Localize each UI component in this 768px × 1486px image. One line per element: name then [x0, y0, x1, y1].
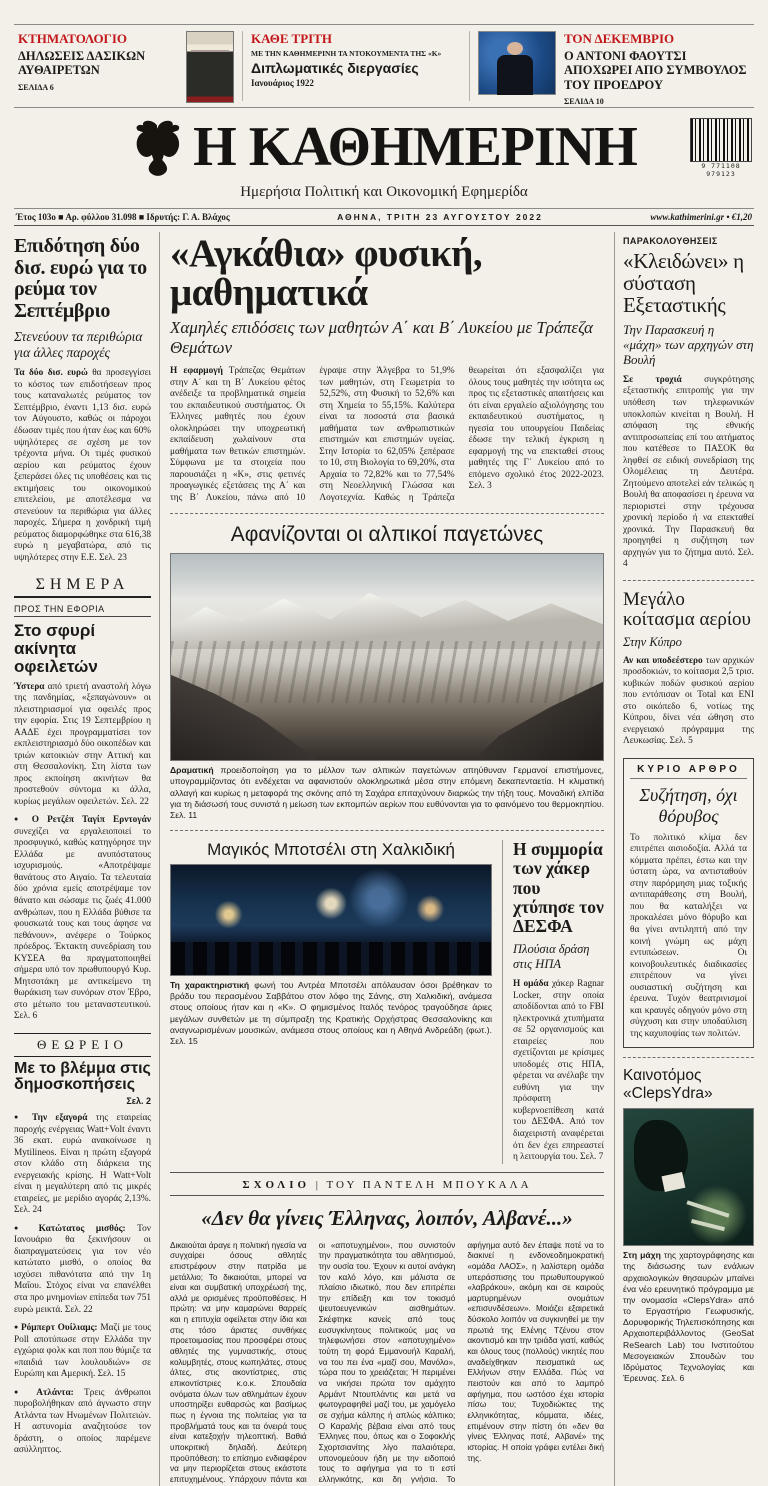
promo-ktimatologio	[18, 31, 178, 101]
simera-kicker: ΠΡΟΣ ΤΗΝ ΕΦΟΡΙΑ	[14, 604, 151, 617]
top-promo-strip	[14, 24, 754, 108]
promo-fauci	[564, 31, 750, 107]
bocelli-caption: Τη χαρακτηριστική φωνή του Αντρέα Μποτσέλι απόλαυσαν όσοι βρέθηκαν το βράδυ του περασμένου Σαββάτου στον λόφο της Σάνης, στη Χαλκιδική, ανάμεσα στους οποίους ήταν και η «Κ». Ο φημισμένος Ιταλός τενόρος τραγούδησε άριες μεγάλων συνθετών με τη σύμπραξη της Κρατικής Ορχήστρας Θεσσαλονίκης και αναγνωρισμένων μουσικών, ανάμεσα στους οποίους και η Αθηνά Ανδρεάδη (φωτ.). Σελ. 15	[170, 980, 492, 1046]
book-cover-thumbnail	[186, 31, 234, 103]
theoreio-page-ref: Σελ. 2	[126, 1096, 151, 1107]
scholio-label: ΣΧΟΛΙΟ	[242, 1178, 311, 1191]
masthead-tagline: Ημερήσια Πολιτική και Οικονομική Εφημερίδα	[240, 184, 528, 200]
promo-kicker: ΤΟΝ ΔΕΚΕΜΒΡΙΟ	[564, 31, 675, 46]
glacier-ridge	[171, 579, 603, 649]
promo-title: Διπλωματικές διεργασίες	[251, 60, 419, 76]
dashed-divider	[623, 580, 754, 581]
promo-title: Ο ΑΝΤΟΝΙ ΦΑΟΥΤΣΙ ΑΠΟΧΩΡΕΙ ΑΠΟ ΣΥΜΒΟΥΛΟΣ ΤΟΥ ΠΡΟΕΔΡΟΥ	[564, 49, 747, 92]
editorial-body: Το πολιτικό κλίμα δεν επιτρέπει αισιοδοξία. Αλλά τα κόμματα πρέπει, έστω και την ύστατη ώρα, να αντισταθούν στην παρόρμηση μιας τοξικής αντιπαράθεσης στη Βουλή, που θα καταλήξει να προκαλέσει μόνο θόρυβο και θα γίνει αντιληπτή από την κοινή γνώμη ως μάχη εντυπώσεων. Οι κοινοβουλευτικές διαδικασίες επιτρέπουν να γίνει ουσιαστική συζήτηση και έρευνα. Τυχόν θεατρινισμοί και κραυγές οδηγούν μόνο στη σύγχυση και στην υποδαύλιση της καχυποψίας των πολιτών.	[630, 832, 747, 1039]
promo-subkicker: ΜΕ ΤΗΝ ΚΑΘΗΜΕΡΙΝΗ ΤΑ ΝΤΟΚΟΥΜΕΝΤΑ ΤΗΣ «Κ»	[251, 49, 442, 58]
promo-date: Ιανουάριος 1922	[251, 78, 314, 88]
right-column	[614, 232, 754, 1486]
lead-subhead: Χαμηλές επιδόσεις των μαθητών Α΄ και Β΄ Λυκείου με Τράπεζα Θεμάτων	[170, 318, 593, 357]
auction-headline: Στο σφυρί ακίνητα οφειλετών	[14, 621, 98, 676]
section-simera: ΣΗΜΕΡΑ	[14, 576, 151, 598]
eagle-logo-icon	[131, 116, 183, 178]
brief-minimum-wage: ● Κατώτατος μισθός: Τον Ιανουάριο θα ξεκινήσουν οι διαπραγματεύσεις για τον νέο κατώτατο μισθό, ο οποίος θα ισχύσει πιθανότατα από την 1η Μαΐου. Στόχος είναι να επανέλθει στα προ μνημονίων επίπεδα των 751 ευρώ μεικτά. Σελ. 22	[14, 1224, 151, 1316]
fauci-photo	[478, 31, 556, 95]
section-theoreio: ΘΕΩΡΕΙΟ	[14, 1033, 151, 1057]
brief-wattvolt: ● Την εξαγορά της εταιρείας παροχής ενέργειας Watt+Volt έναντι 36 εκατ. ευρώ ανακοίνωσε η Mytilineos. Είναι η πρώτη εξαγορά στον κλάδο στη διάρκεια της ενεργειακής κρίσης. Η Watt+Volt είναι η μεγαλύτερη από τις μικρές εταιρείες, με μερίδιο αγοράς 2,13%. Σελ. 24	[14, 1113, 151, 1217]
editorial-label: ΚΥΡΙΟ ΑΡΘΡΟ	[630, 764, 747, 779]
subsidy-subhead: Στενεύουν τα περιθώρια για άλλες παροχές	[14, 329, 143, 360]
promo-title: ΔΗΛΩΣΕΙΣ ΔΑΣΙΚΩΝ ΑΥΘΑΙΡΕΤΩΝ	[18, 49, 146, 78]
editorial-box	[623, 758, 754, 1048]
auction-body: Ύστερα από τριετή αναστολή λόγω της πανδημίας, «ξεπαγώνουν» οι πλειστηριασμοί για οφειλές προς την εφορία. Στις 19 Σεπτεμβρίου η ΑΑΔΕ έχει προγραμματίσει τον εκπλειστηριασμό δύο οικοπέδων και τριών κατοικιών στην Αττική και στη Θεσσαλονίκη. Στη λίστα των προς εκποίηση ακινήτων θα προστεθούν σύντομα κι άλλα, κυρίως μεγάλων οφειλετών. Σελ. 22	[14, 681, 151, 807]
site-and-price: www.kathimerini.gr • €1,20	[650, 212, 752, 222]
gas-body: Αν και υποδεέστερο των αρχικών προσδοκιών, το κοίτασμα 2,5 τρισ. κυβικών ποδών φυσικού αερίου που εντόπισαν οι Total και ENI στο οικόπεδο 6, νοτίως της Κύπρου, δίνει νέα ώθηση στο ενεργειακό πρόγραμμα της Λευκωσίας. Σελ. 5	[623, 655, 754, 747]
dashed-divider	[170, 830, 604, 831]
glacier-photo	[170, 553, 604, 761]
scholio-byline: | ΤΟΥ ΠΑΝΤΕΛΗ ΜΠΟΥΚΑΛΑ	[315, 1178, 532, 1191]
hackers-subhead: Πλούσια δράση στις ΗΠΑ	[513, 942, 590, 972]
glacier-crevasses	[171, 641, 603, 703]
center-column	[160, 232, 614, 1486]
left-column	[14, 232, 160, 1486]
gas-headline: Μεγάλο κοίτασμα αερίου	[623, 588, 751, 631]
editorial-headline: Συζήτηση, όχι θόρυβος	[639, 784, 738, 826]
dashed-divider	[623, 1057, 754, 1058]
gas-subhead: Στην Κύπρο	[623, 634, 682, 649]
masthead	[14, 108, 754, 226]
promo-page-ref: ΣΕΛΙΔΑ 10	[564, 97, 604, 107]
hackers-body: Η ομάδα χάκερ Ragnar Locker, στην οποία αποδίδονται από το FBI ηλεκτρονικά χτυπήματα σε 52 οργανισμούς και εταιρείες που σχετίζονται με κρίσιμες υποδομές στις ΗΠΑ, φέρεται να ανέλαβε την ευθύνη για την πρόσφατη κυβερνοεπίθεση κατά του ΔΕΣΦΑ. Από τον διαχειριστή αναφέρεται ότι δεν έχει επηρεαστεί η λειτουργία του. Σελ. 7	[513, 979, 604, 1163]
diver-photo	[623, 1108, 754, 1246]
promo-kicker: ΚΤΗΜΑΤΟΛΟΓΙΟ	[18, 31, 128, 46]
surveillance-body: Σε τροχιά συγκρότησης εξεταστικής επιτροπής για την υπόθεση των τηλεφωνικών υποκλοπών κινείται η Βουλή. Η απόφαση της εθνικής αντιπροσωπείας επί του αιτήματος που κατέθεσε το ΠΑΣΟΚ θα ληφθεί σε ειδική συνεδρίαση της Ολομέλειας τη Δευτέρα. Ζητούμενο αποτελεί εάν τελικώς η Βουλή θα αποφασίσει η έρευνα να περιοριστεί στην τρέχουσα χρονική περίοδο ή να επεκταθεί χρονικά. Την Παρασκευή θα προηγηθεί η συζήτηση των αρχηγών για το ζήτημα αυτό. Σελ. 4	[623, 374, 754, 570]
measuring-stick	[691, 1219, 725, 1231]
promo-kicker: ΚΑΘΕ ΤΡΙΤΗ	[251, 31, 332, 46]
dashed-divider	[170, 513, 604, 514]
divider	[242, 31, 243, 101]
theoreio-headline: Με το βλέμμα στις δημοσκοπήσεις	[14, 1059, 151, 1094]
front-page-grid	[14, 232, 754, 1484]
center-bottom-row	[170, 840, 604, 1164]
hackers-headline: Η συμμορία των χάκερ που χτύπησε τον ΔΕΣΦΑ	[513, 839, 604, 937]
masthead-info-row	[14, 208, 754, 226]
subsidy-body: Τα δύο δισ. ευρώ θα προσεγγίσει το κόστος των επιδοτήσεων προς τους καταναλωτές ρεύματος τον Σεπτέμβριο, έναντι 1,13 δισ. ευρώ τον Αύγουστο, καθώς οι πάροχοι έδωσαν τιμές που ήταν έως και 60% υψηλότερες σε σχέση με τον τρέχοντα μήνα. Οι τιμές φυσικού αερίου και ρεύματος έχουν ξεπεράσει όλες τις υποθέσεις και τις εκτιμήσεις του οικονομικού επιτελείου, με αποτέλεσμα να στενεύουν τα περιθώρια για άλλες παροχές. Σήμερα η χονδρική τιμή ρεύματος διαμορφώθηκε στα 616,38 ευρώ η μεγαβατώρα, από τις υψηλότερες στην Ε.Ε. Σελ. 23	[14, 368, 151, 563]
barcode-bars	[690, 118, 752, 162]
solid-divider	[170, 1172, 604, 1173]
surveillance-subhead: Την Παρασκευή η «μάχη» των αρχηγών στη Βουλή	[623, 322, 754, 368]
bocelli-headline: Μαγικός Μποτσέλι στη Χαλκιδική	[207, 840, 455, 860]
divider	[469, 31, 470, 101]
measuring-stick	[686, 1200, 729, 1217]
issue-info: Έτος 103ο ■ Αρ. φύλλου 31.098 ■ Ιδρυτής: Γ. Α. Βλάχος	[16, 212, 230, 222]
subsidy-headline: Επιδότηση δύο δισ. ευρώ για το ρεύμα τον Σεπτέμβριο	[14, 235, 147, 322]
newspaper-title: Η ΚΑΘΗΜΕΡΙΝΗ	[193, 116, 637, 178]
barcode-number: 9 771108 979123	[701, 162, 741, 178]
lead-body: Η εφαρμογή Τράπεζας Θεμάτων στην Α΄ και τη Β΄ Λυκείου φέτος ανέδειξε τα προβληματικά σημεία του εκπαιδευτικού συστήματος. Οι Έλληνες μαθητές που έχουν ολοκληρώσει την υποχρεωτική εκπαίδευση χωλαίνουν στα μαθήματα των θετικών επιστημών. Σύμφωνα με τα στοιχεία που παρουσιάζει η «Κ», στις φετινές προαγωγικές εξετάσεις της Α΄ και της Β΄ Λυκείου, πάνω από 10 έγραψε στην Άλγεβρα το 51,9% των μαθητών, στη Γεωμετρία το 52,52%, στη Φυσική το 52,6% και στη Χημεία το 55,15%. Καλύτερα είναι τα ποσοστά στα βασικά μαθήματα των ανθρωπιστικών επιστημών και επιστημών υγείας. Στην Ιστορία το 62,05% ξεπέρασε το 10, στη Βιολογία το 69,20%, στα Αρχαία το 72,82% και το 77,54% στη Νεοελληνική Γλώσσα και Λογοτεχνία. Καθώς η Τράπεζα θεωρείται ότι εξασφαλίζει για όλους τους μαθητές την ισότητα ως προς τις εξεταστικές απαιτήσεις και ότι είναι εργαλείο αξιολόγησης του εκπαιδευτικού συστήματος, η ηγεσία του υπουργείου Παιδείας έδωσε την τελική έγκριση η εφαρμογή της να επεκταθεί στους μαθητές της Γ΄ Λυκείου από το επόμενο σχολικό έτος 2022-2023. Σελ. 3	[170, 366, 604, 503]
glacier-headline: Αφανίζονται οι αλπικοί παγετώνες	[230, 523, 544, 547]
scholio-body: Δικαιούται άραγε η πολιτική ηγεσία να συγχαίρει όσους αθλητές επιστρέφουν στην πατρίδα με μετάλλιο; Το δικαιούται, μπορεί να είναι και συμβατική υποχρέωσή της, αλλά με ορισμένες προϋποθέσεις. Η πρώτη: να μην καμαρώνει θαρρείς και η επιτυχία οφείλεται στην ίδια και στις τόσο άριστες συνθήκες προετοιμασίας που προσφέρει στους αθλητές της γυμναστικής, στους κολυμβητές, στους κωπηλάτες, στους άλτες, στις ακοντίστριες, στις επικοντίστριες κ.ο.κ. Σπουδαία ονόματα όλων των αθλημάτων έχουν υποστηρίξει ευθαρσώς και βασίμως πως η έγνοια της πολιτείας για τα προβλήματά τους και τα όνειρά τους είναι κατεξοχήν τηλεοπτική. Βαθιά υποκριτική δηλαδή. Δεύτερη προϋπόθεση: το επίσημο ενδιαφέρον να μην περιορίζεται στους εκάστοτε επιτυχημένους. Υπάρχουν πάντα και οι «αποτυχημένοι», που συνιστούν την πραγματικότητα του αθλητισμού, την ουσία του. Έχουν κι αυτοί ανάγκη τον καλό λόγο, και μάλιστα σε πλαίσιο ιδιωτικό, που δεν επιτρέπει την επίδειξη και τον τοκισμό ψευτοευγενικών αισθημάτων. Σκέφτηκε κανείς από τους ευσυγκίνητους πολιτικούς μας να τηλεφωνήσει στον «αποτυχημένο» τούτη τη φορά Εμμανουήλ Καραλή, να του πει ένα «μαζί σου, Μανόλο», τώρα που το χρειάζεται; Ή περιμένει να νικήσει πρώτα τον αμάχητο Αρμάντ Ντουπλάντις και μετά να φωτογραφηθεί μαζί του, με χαμόγελο σε σχήμα κάλπης ή απλώς κάλπικο; Ο Καραλής βέβαια είναι από τους Έλληνες που, όπως και ο Σοφοκλής Σχορτσιανίτης λίγο παλαιότερα, υπονομεύουν ήδη με την ειδοποιό τους το αφήγημα για το τι εστί ελληνικότης, και δη γνήσια. Το αφήγημα αυτό δεν έπαψε ποτέ να το διακινεί η ενδονεοδημοκρατική «ομάδα ΛΑΟΣ», η λαλίστερη ομάδα υπεράσπισης του πρωθυπουργικού «λαβράκου», ακόμη και σε καιρούς μαρτυρημένων ονομάτων «επισυνδέσεων». Μοιάζει εξαιρετικά δύσκολο λοιπόν να συγκινηθεί με την πρωτιά της Ελένης Τζένου στον ακοντισμό και την τριάδα γιατί, καθώς και όλους τους (πολλούς) νικητές που αναδείχθηκαν πεισματικά ως Ελλήνων στην Ελλάδα. Πώς να πειστούν και από το λαμπρό αφήγημα, που ωστόσο έχει ιστορία πίσω του; Τυχοδιώκτες της ελληνικότητας, κόμματα, ιδέες, επιμένουν στην πίστη ότι «δεν θα γίνεις Έλληνας ποτέ, Αλβανέ» της ιστορίας. Η οποία γράφει εντέλει δική της.	[170, 1240, 604, 1484]
lead-headline: «Αγκάθια» φυσική, μαθηματικά	[170, 232, 483, 314]
clepsydra-headline: Καινοτόμος «ClepsYdra»	[623, 1067, 713, 1103]
scholio-headline: «Δεν θα γίνεις Έλληνας, λοιπόν, Αλβανέ...»	[201, 1205, 573, 1230]
hackers-article	[502, 840, 604, 1164]
surveillance-kicker: ΠΑΡΑΚΟΛΟΥΘΗΣΕΙΣ	[623, 236, 718, 246]
promo-ntokoumenta	[251, 31, 461, 101]
erdogan-brief: ● Ο Ρετζέπ Ταγίπ Ερντογάν συνεχίζει να εργαλειοποιεί το προσφυγικό, καθώς κατηγόρησε την Ελλάδα με ανυπόστατους ισχυρισμούς. «Αποτρέψαμε θανάτους στο Αιγαίο. Τα τελευταία δύο χρόνια εμείς αποτρέψαμε τον θάνατο και σώσαμε τις ζωές 41.000 ανθρώπων, που η Ελλάδα βύθισε τα φουσκωτά τους και τους άφησε να πεθάνουν», ανέφερε ο Τούρκος πρόεδρος. Έκτακτη συνεδρίαση του ΚΥΣΕΑ θα πραγματοποιηθεί σήμερα υπό τον πρωθυπουργό Κυρ. Μητσοτάκη με αντικείμενο τη θωράκιση των συνόρων στον Έβρο, στο μέτωπο του μεταναστευτικού. Σελ. 6	[14, 815, 151, 1022]
brief-robert-williams: ● Ρόμπερτ Ουίλιαμς: Μαζί με τους Poll αποτύπωσε στην Ελλάδα την εγχώρια φολκ και ποπ που θύμιζε τα «παιδιά των λουλουδιών» σε Ευρώπη και Αμερική. Σελ. 15	[14, 1323, 151, 1381]
dateline: ΑΘΗΝΑ, ΤΡΙΤΗ 23 ΑΥΓΟΥΣΤΟΥ 2022	[337, 212, 543, 222]
promo-page-ref: ΣΕΛΙΔΑ 6	[18, 82, 54, 92]
bocelli-concert-photo	[170, 864, 492, 976]
surveillance-headline: «Κλειδώνει» η σύσταση Εξεταστικής	[623, 249, 744, 318]
bocelli-block	[170, 840, 492, 1164]
barcode	[690, 118, 752, 178]
clepsydra-caption: Στη μάχη της χαρτογράφησης και της διάσωσης των ενάλιων αρχαιολογικών θησαυρών μπαίνει ένα νέο ερευνητικό πρόγραμμα με την ονομασία «ClepsYdra» από το Εργαστήριο Γεωφυσικής, Δορυφορικής Τηλεπισκόπησης και Αρχαιοπεριβάλλοντος (GeoSat ReSearch Lab) του Ινστιτούτου Μεσογειακών Σπουδών του Ιδρύματος Τεχνολογίας και Έρευνας. Σελ. 6	[623, 1250, 754, 1384]
glacier-caption: Δραματική προειδοποίηση για το μέλλον των αλπικών παγετώνων απηύθυναν Γερμανοί επιστήμονες, υπογραμμίζοντας ότι ενδέχεται να αφανιστούν ολοκληρωτικά μέσα στην επόμενη δεκαπενταετία. Η κλιματική αλλαγή και κυρίως η μεταφορά της σκόνης από τη Σαχάρα επιταχύνουν διαρκώς την τήξη τους. Μοναδική ελπίδα για τη διάσωσή τους συνιστά η μείωση των εκπομπών αερίων που ευθύνονται για το φαινόμενο του θερμοκηπίου. Σελ. 11	[170, 765, 604, 820]
brief-atlanta: ● Ατλάντα: Τρεις άνθρωποι πυροβολήθηκαν από άγνωστο στην Ατλάντα των Ηνωμένων Πολιτειών. Η αστυνομία αναζητούσε τον δράστη, ο οποίος παρέμενε ασύλληπτος.	[14, 1388, 151, 1457]
scholio-section-header	[170, 1179, 604, 1196]
